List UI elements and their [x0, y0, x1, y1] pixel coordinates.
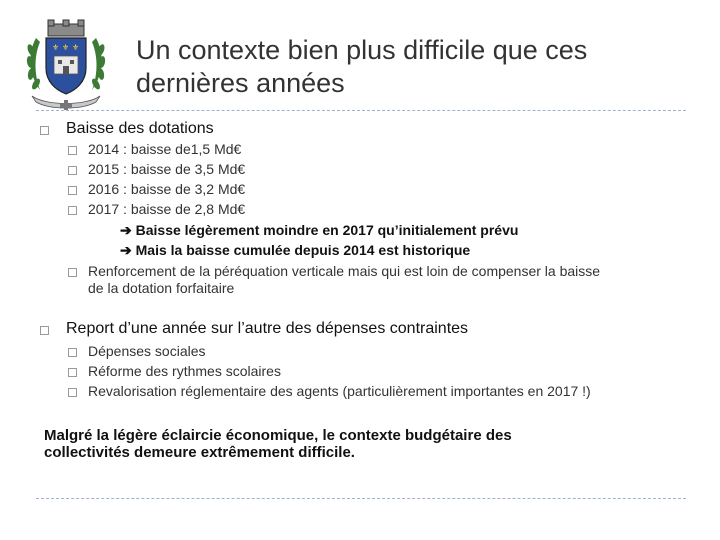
- bullet-icon: [40, 126, 49, 135]
- bullet-icon: [68, 166, 77, 175]
- bullet-icon: [68, 268, 77, 277]
- expense-item-school-rhythms: Réforme des rythmes scolaires: [88, 363, 281, 379]
- perequation-line-1: Renforcement de la péréquation verticale mais qui est loin de compenser la baisse: [88, 263, 601, 279]
- dotation-item-2014: 2014 : baisse de1,5 Md€: [88, 141, 242, 157]
- laurel-left-icon: [26, 38, 42, 91]
- bullet-icon: [68, 348, 77, 357]
- arrow-note-2: [120, 242, 470, 259]
- top-divider: [36, 110, 686, 111]
- dotation-item-2017: 2017 : baisse de 2,8 Md€: [88, 201, 246, 217]
- bullet-icon: [68, 146, 77, 155]
- shield-icon: [46, 38, 86, 94]
- section1-heading: Baisse des dotations: [66, 120, 214, 137]
- svg-text:⚜: ⚜: [62, 43, 70, 52]
- arrow-note-1-text: Baisse légèrement moindre en 2017 qu’initialement prévu: [135, 222, 519, 238]
- arrow-note-2-text: Mais la baisse cumulée depuis 2014 est historique: [135, 242, 471, 258]
- arrow-right-icon: ➔: [120, 242, 132, 258]
- bullet-icon: [68, 368, 77, 377]
- bottom-divider: [36, 498, 686, 499]
- perequation-line-2: de la dotation forfaitaire: [88, 280, 235, 296]
- slide-title: Un contexte bien plus difficile que ces dernières années: [136, 35, 588, 98]
- arrow-note-1: [120, 222, 518, 239]
- crown-icon: [48, 20, 84, 36]
- conclusion-line-2: collectivités demeure extrêmement difficile.: [44, 444, 355, 461]
- expense-item-social: Dépenses sociales: [88, 343, 206, 359]
- expense-item-revalorisation: Revalorisation réglementaire des agents (particulièrement importantes en 2017 !): [88, 383, 591, 399]
- laurel-right-icon: [90, 38, 106, 91]
- bullet-icon: [68, 388, 77, 397]
- svg-text:⚜: ⚜: [52, 43, 60, 52]
- bullet-icon: [68, 186, 77, 195]
- coat-of-arms-logo: [22, 18, 110, 110]
- bullet-icon: [68, 206, 77, 215]
- bullet-icon: [40, 326, 49, 335]
- section2-heading: Report d’une année sur l’autre des dépenses contraintes: [66, 320, 469, 337]
- svg-text:⚜: ⚜: [72, 43, 80, 52]
- dotation-item-2016: 2016 : baisse de 3,2 Md€: [88, 181, 246, 197]
- cross-icon: [60, 100, 72, 110]
- conclusion: [44, 427, 664, 461]
- conclusion-line-1: Malgré la légère éclaircie économique, le contexte budgétaire des: [44, 427, 512, 444]
- dotation-item-2015: 2015 : baisse de 3,5 Md€: [88, 161, 246, 177]
- arrow-right-icon: ➔: [120, 222, 132, 238]
